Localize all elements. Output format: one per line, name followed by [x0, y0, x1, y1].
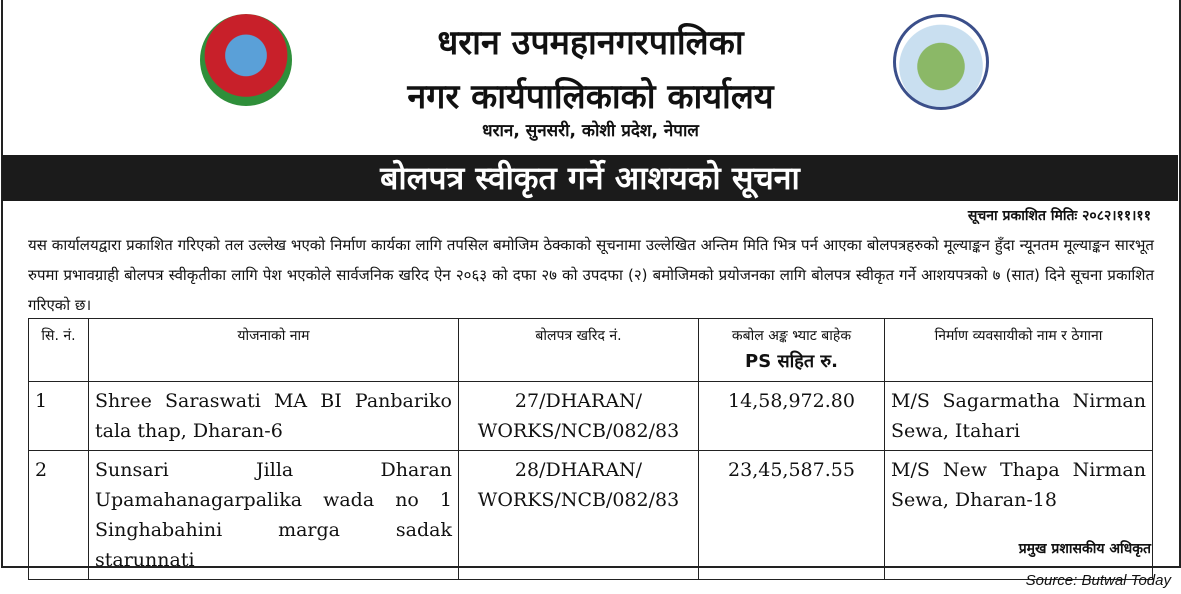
- table-header-row: [29, 319, 1153, 382]
- cell-sn: 2: [29, 451, 89, 580]
- col-header: सि. नं.: [29, 319, 89, 382]
- table-row: [29, 382, 1153, 451]
- cell-bid-no: 28/DHARAN/ WORKS/NCB/082/83: [459, 451, 699, 580]
- col-header: योजनाको नाम: [89, 319, 459, 382]
- signature-title: प्रमुख प्रशासकीय अधिकृत: [1018, 541, 1151, 557]
- col-header: निर्माण व्यवसायीको नाम र ठेगाना: [885, 319, 1153, 382]
- publish-date: सूचना प्रकाशित मितिः २०८२।११।११: [967, 208, 1151, 224]
- col-header-ps: PS सहित रु.: [745, 351, 838, 372]
- cell-bid-no: 27/DHARAN/ WORKS/NCB/082/83: [459, 382, 699, 451]
- cell-project: Shree Saraswati MA BI Panbariko tala thap, Dharan-6: [89, 382, 459, 451]
- col-header: [699, 319, 885, 382]
- source-credit: Source: Butwal Today: [1025, 572, 1171, 589]
- cell-project: Sunsari Jilla Dharan Upamahanagarpalika wada no 1 Singhabahini marga sadak starunnati: [89, 451, 459, 580]
- office-address: धरान, सुनसरी, कोशी प्रदेश, नेपाल: [482, 121, 699, 141]
- cell-sn: 1: [29, 382, 89, 451]
- cell-contractor: M/S Sagarmatha Nirman Sewa, Itahari: [885, 382, 1153, 451]
- table-row: [29, 451, 1153, 580]
- cell-amount: 14,58,972.80: [699, 382, 885, 451]
- cell-contractor: M/S New Thapa Nirman Sewa, Dharan-18: [885, 451, 1153, 580]
- bid-table: [28, 318, 1153, 580]
- office-title: धरान उपमहानगरपालिका: [437, 23, 744, 63]
- office-subtitle: नगर कार्यपालिकाको कार्यालय: [407, 77, 774, 117]
- col-header-text: कबोल अङ्क भ्याट बाहेक: [731, 328, 852, 344]
- col-header: बोलपत्र खरिद नं.: [459, 319, 699, 382]
- notice-paragraph: यस कार्यालयद्वारा प्रकाशित गरिएको तल उल्लेख भएको निर्माण कार्यका लागि तपसिल बमोजिम ठेक्काको सूचनामा उल्लेखित अन्तिम मिति भित्र पर्न आएका बोलपत्रहरुको मूल्याङ्कन हुँदा न्यूनतम मूल्याङ्कन सारभूत रुपमा प्रभावग्राही बोलपत्र स्वीकृतीका लागि पेश भएकोले सार्वजनिक खरिद ऐन २०६३ को दफा २७ को उपदफा (२) बमोजिमको प्रयोजनका लागि बोलपत्र स्वीकृत गर्ने आशयपत्रको ७ (सात) दिने सूचना प्रकाशित गरिएको छ।: [28, 236, 1154, 314]
- notice-banner: बोलपत्र स्वीकृत गर्ने आशयको सूचना: [2, 155, 1178, 201]
- cell-amount: 23,45,587.55: [699, 451, 885, 580]
